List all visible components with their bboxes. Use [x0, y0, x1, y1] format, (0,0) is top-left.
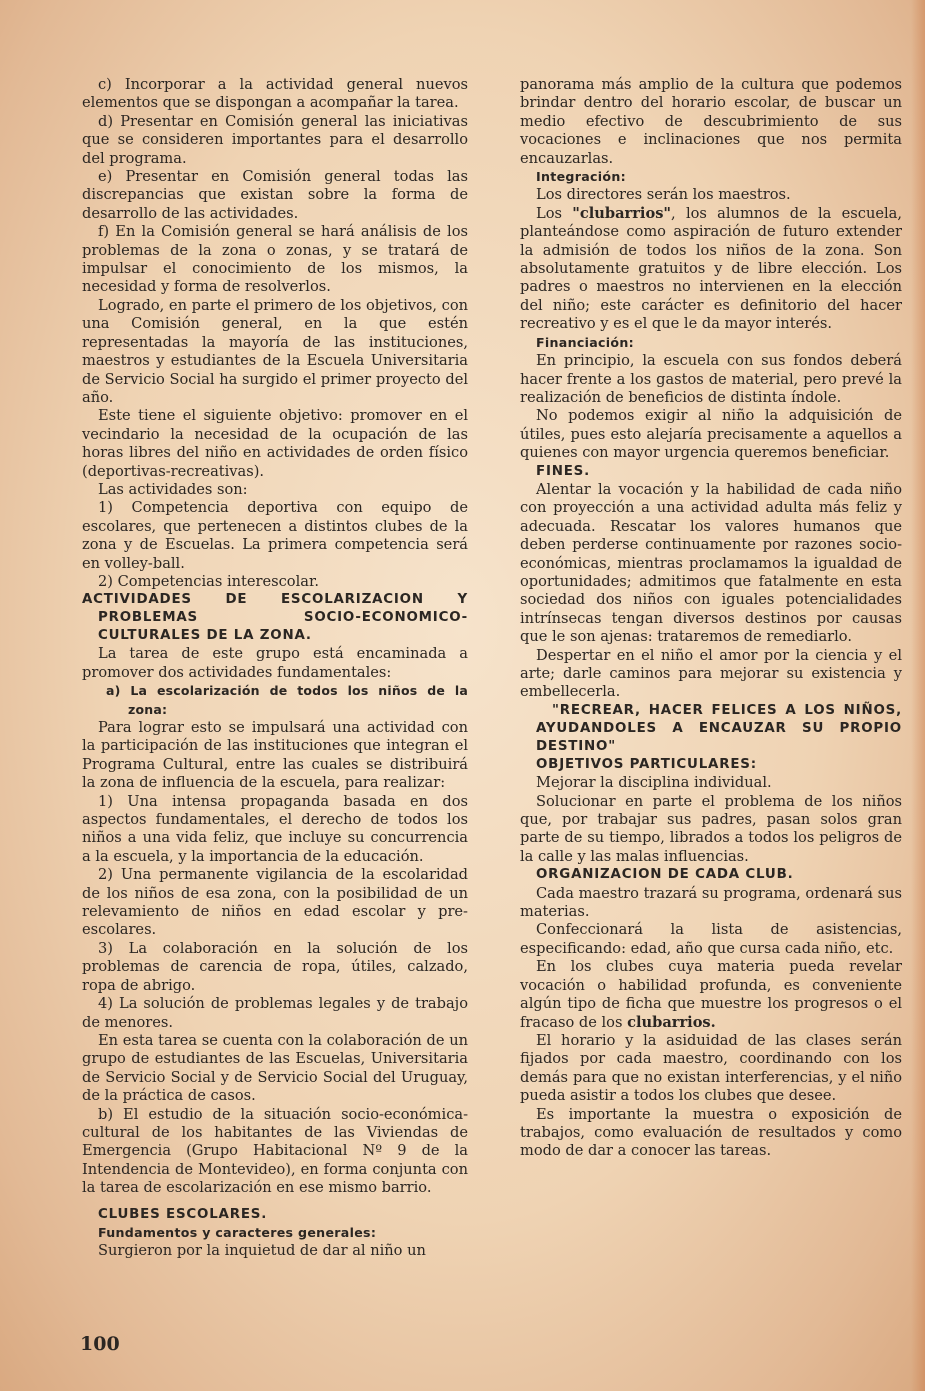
text-run: , los alumnos de la escuela, planteándose como aspiración de futuro extender la admisión de todos los niños de la zona. Son absolutamente gratuitos y de libre elección. Los padres o maestros no intervienen en la elección del niño; este carácter es definitorio del hacer recreativo y es el que le da mayor interés.	[520, 204, 902, 333]
paragraph: Logrado, en parte el primero de los objetivos, con una Comisión general, en la que estén representadas la mayoría de las instituciones, maestros y estudiantes de la Escuela Universitaria de Servicio Social ha surgido el primer proyecto del año.	[82, 296, 468, 406]
text-run: En los clubes cuya materia pueda revelar vocación o habilidad profunda, es conveniente algún tipo de ficha que muestre los progresos o el fracaso de los	[520, 958, 902, 1031]
paragraph: Mejorar la disciplina individual.	[536, 774, 772, 792]
subsection-heading: Fundamentos y caracteres generales:	[98, 1224, 377, 1240]
paragraph: panorama más amplio de la cultura que podemos brindar dentro del horario escolar, de buscar un medio efectivo de descubrimiento de sus vocaciones e inclinaciones que nos permita encauzarlas.	[520, 76, 902, 167]
subsection-heading: Financiación:	[536, 334, 634, 350]
section-heading: OBJETIVOS PARTICULARES:	[536, 756, 757, 772]
text-run: Los	[536, 204, 573, 222]
paragraph: La tarea de este grupo está encaminada a promover dos actividades fundamentales:	[82, 645, 468, 681]
paragraph: Despertar en el niño el amor por la ciencia y el arte; darle caminos para mejorar su existencia y embellecerla.	[520, 646, 902, 701]
motto-quote: "RECREAR, HACER FELICES A LOS NIÑOS, AYUDANDOLES A ENCAUZAR SU PROPIO DESTINO"	[536, 702, 902, 754]
subsection-heading: a) La escolarización de todos los niños de la zona:	[106, 683, 468, 717]
page-edge-shading	[911, 0, 925, 1391]
page-number: 100	[80, 1333, 120, 1355]
section-heading: ACTIVIDADES DE ESCOLARIZACION Y PROBLEMAS SOCIO-ECONOMICO-CULTURALES DE LA ZONA.	[82, 592, 468, 644]
paragraph: Es importante la muestra o exposición de trabajos, como evaluación de resultados y como modo de dar a conocer las tareas.	[520, 1105, 902, 1160]
paragraph: En principio, la escuela con sus fondos deberá hacer frente a los gastos de material, pero prevé la realización de beneficios de distinta índole.	[520, 352, 902, 406]
paragraph: En esta tarea se cuenta con la colaboración de un grupo de estudiantes de las Escuelas, Universitaria de Servicio Social y de Servicio Social del Uruguay, de la práctica de casos.	[82, 1031, 468, 1105]
paragraph: No podemos exigir al niño la adquisición de útiles, pues esto alejaría precisamente a aquellos a quienes con mayor urgencia queremos beneficiar.	[520, 407, 902, 462]
clubarrios-term: clubarrios.	[627, 1013, 716, 1031]
paragraph: 1) Competencia deportiva con equipo de escolares, que pertenecen a distintos clubes de la zona y de Escuelas. La primera competencia será en volley-ball.	[82, 499, 468, 572]
subsection-heading: Integración:	[536, 169, 626, 185]
paragraph	[520, 205, 902, 334]
paragraph	[520, 958, 902, 1032]
paragraph: Cada maestro trazará su programa, ordenará sus materias.	[520, 884, 902, 921]
paragraph: Para lograr esto se impulsará una actividad con la participación de las instituciones que integran el Programa Cultural, entre las cuales se distribuirá la zona de influencia de la escuela, para realizar:	[82, 719, 468, 792]
paragraph: e) Presentar en Comisión general todas las discrepancias que existan sobre la forma de desarrollo de las actividades.	[82, 168, 468, 222]
paragraph: Los directores serán los maestros.	[536, 186, 791, 204]
paragraph: d) Presentar en Comisión general las iniciativas que se consideren importantes para el desarrollo del programa.	[82, 112, 468, 167]
clubarrios-term: "clubarrios"	[572, 204, 672, 222]
paragraph: Este tiene el siguiente objetivo: promover en el vecindario la necesidad de la ocupación de las horas libres del niño en actividades de orden físico (deportivas-recreativas).	[82, 407, 468, 480]
paragraph: 3) La colaboración en la solución de los problemas de carencia de ropa, útiles, calzado, ropa de abrigo.	[82, 939, 468, 994]
right-column	[520, 76, 902, 1161]
paragraph: 2) Una permanente vigilancia de la escolaridad de los niños de esa zona, con la posibilidad de un relevamiento de niños en edad escolar y pre-escolares.	[82, 866, 468, 939]
paragraph: Solucionar en parte el problema de los niños que, por trabajar sus padres, pasan solos gran parte de su tiempo, librados a todos los peligros de la calle y las malas influencias.	[520, 792, 902, 865]
section-heading: ORGANIZACION DE CADA CLUB.	[536, 867, 794, 883]
left-column	[82, 76, 468, 1260]
paragraph: 4) La solución de problemas legales y de trabajo de menores.	[82, 995, 468, 1031]
paragraph: Las actividades son:	[98, 480, 248, 498]
section-heading: FINES.	[536, 463, 591, 479]
paragraph: c) Incorporar a la actividad general nuevos elementos que se dispongan a acompañar la tarea.	[82, 76, 468, 112]
paragraph: Alentar la vocación y la habilidad de cada niño con proyección a una actividad adulta más feliz y adecuada. Rescatar los valores humanos que deben perderse continuamente por razones socio-económicas, mientras proclamamos la igualdad de oportunidades; admitimos que fatalmente en esta sociedad dos niños con iguales potencialidades intrínsecas tengan diversos destinos por causas que le son ajenas: trataremos de remediarlo.	[520, 480, 902, 646]
paragraph: El horario y la asiduidad de las clases serán fijados por cada maestro, coordinando con los demás para que no existan interferencias, y el niño pueda asistir a todos los clubes que desee.	[520, 1031, 902, 1105]
paragraph: Confeccionará la lista de asistencias, especificando: edad, año que cursa cada niño, etc.	[520, 921, 902, 957]
section-heading: CLUBES ESCOLARES.	[98, 1206, 268, 1222]
paragraph: 1) Una intensa propaganda basada en dos aspectos fundamentales, el derecho de todos los niños a una vida feliz, que incluye su concurrencia a la escuela, y la importancia de la educación.	[82, 792, 468, 865]
paragraph: b) El estudio de la situación socio-económica-cultural de los habitantes de las Viviendas de Emergencia (Grupo Habitacional Nº 9 de la Intendencia de Montevideo), en forma conjunta con la tarea de escolarización en ese mismo barrio.	[82, 1105, 468, 1197]
paragraph: f) En la Comisión general se hará análisis de los problemas de la zona o zonas, y se tratará de impulsar el conocimiento de los mismos, la necesidad y forma de resolverlos.	[82, 223, 468, 296]
paragraph: 2) Competencias interescolar.	[98, 572, 319, 590]
paragraph: Surgieron por la inquietud de dar al niño un	[98, 1241, 426, 1259]
